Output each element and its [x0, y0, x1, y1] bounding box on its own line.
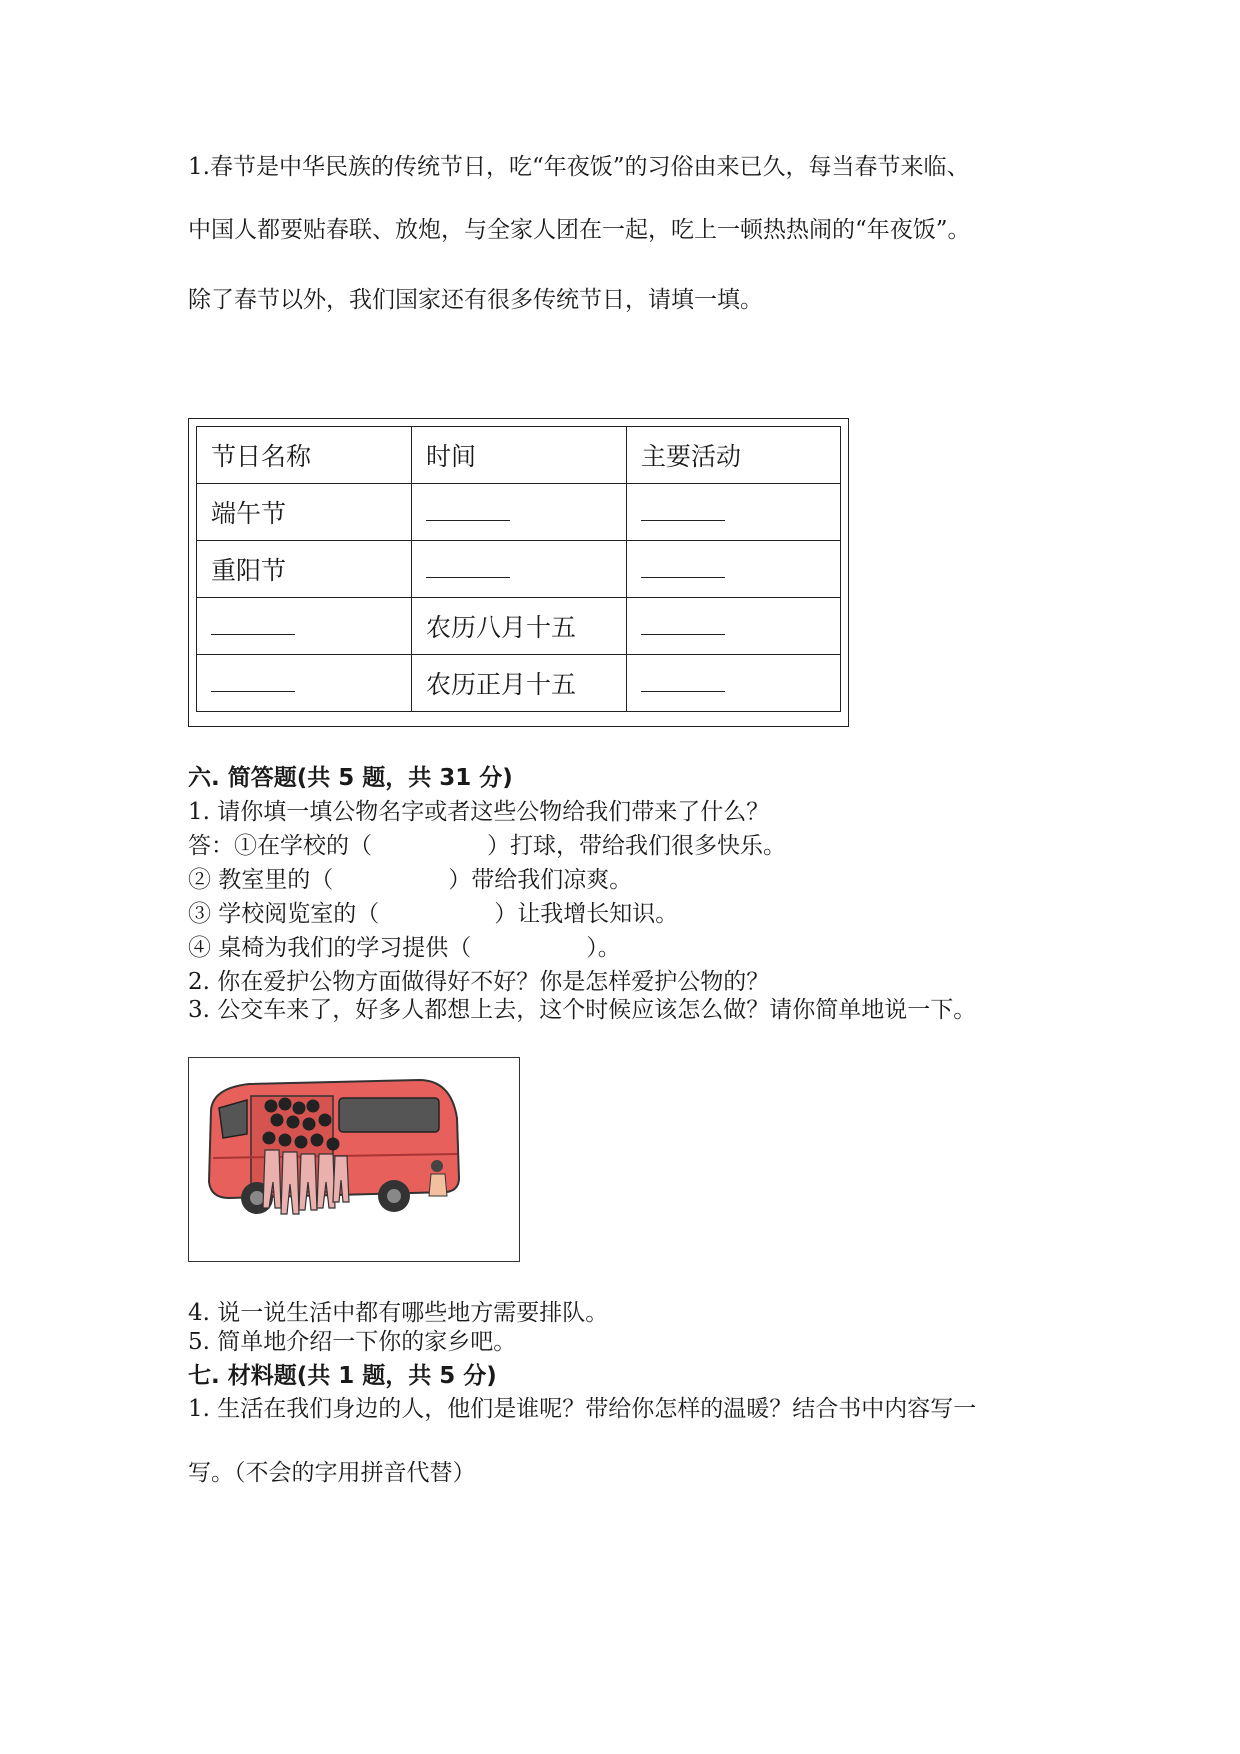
answer-blank[interactable] — [426, 506, 510, 521]
answer-blank[interactable] — [641, 506, 725, 521]
answer-line: ② 教室里的（ ）带给我们凉爽。 — [188, 867, 633, 893]
bus-window — [339, 1098, 439, 1132]
answer-line: ④ 桌椅为我们的学习提供（ ）。 — [188, 935, 621, 961]
crowd-bodies — [263, 1150, 349, 1214]
section-title: 七. 材料题(共 1 题，共 5 分) — [188, 1363, 497, 1389]
table-cell-blank[interactable] — [627, 655, 841, 712]
question-text: 1. 请你填一填公物名字或者这些公物给我们带来了什么？ — [188, 799, 770, 825]
question-text: 4. 说一说生活中都有哪些地方需要排队。 — [188, 1300, 609, 1326]
answer-line: 答：①在学校的（ ）打球，带给我们很多快乐。 — [188, 833, 786, 859]
table-cell-blank[interactable] — [197, 598, 412, 655]
answer-blank[interactable] — [641, 563, 725, 578]
table-cell: 农历正月十五 — [412, 655, 627, 712]
table-header-cell: 时间 — [412, 427, 627, 484]
answer-blank[interactable] — [211, 677, 295, 692]
table-cell-blank[interactable] — [412, 541, 627, 598]
table-cell-blank[interactable] — [412, 484, 627, 541]
table-row — [197, 484, 841, 541]
section-title: 六. 简答题(共 5 题，共 31 分) — [188, 765, 513, 791]
question-text: 3. 公交车来了，好多人都想上去，这个时候应该怎么做？请你简单地说一下。 — [188, 997, 977, 1023]
question-text-line: 中国人都要贴春联、放炮，与全家人团在一起，吃上一顿热热闹的“年夜饭”。 — [188, 217, 971, 243]
table-row — [197, 655, 841, 712]
table-cell: 农历八月十五 — [412, 598, 627, 655]
answer-blank[interactable] — [641, 677, 725, 692]
bus-crowd-illustration — [189, 1058, 519, 1261]
bus-illustration-frame — [188, 1057, 520, 1262]
question-text: 5. 简单地介绍一下你的家乡吧。 — [188, 1329, 517, 1355]
table-cell: 重阳节 — [197, 541, 412, 598]
table-row — [197, 541, 841, 598]
question-text: 2. 你在爱护公物方面做得好不好？你是怎样爱护公物的？ — [188, 969, 770, 995]
answer-line: ③ 学校阅览室的（ ）让我增长知识。 — [188, 901, 679, 927]
table-row — [197, 598, 841, 655]
answer-blank[interactable] — [211, 620, 295, 635]
table-cell-blank[interactable] — [197, 655, 412, 712]
question-text-line: 写。（不会的字用拼音代替） — [188, 1460, 476, 1486]
question-text-line: 1. 生活在我们身边的人，他们是谁呢？带给你怎样的温暖？结合书中内容写一 — [188, 1396, 977, 1422]
festival-table-frame — [188, 418, 849, 727]
question-text-line: 1.春节是中华民族的传统节日，吃“年夜饭”的习俗由来已久，每当春节来临、 — [188, 154, 970, 180]
answer-blank[interactable] — [641, 620, 725, 635]
answer-blank[interactable] — [426, 563, 510, 578]
table-header-cell: 主要活动 — [627, 427, 841, 484]
question-text-line: 除了春节以外，我们国家还有很多传统节日，请填一填。 — [188, 287, 763, 313]
table-header-row — [197, 427, 841, 484]
table-cell-blank[interactable] — [627, 598, 841, 655]
table-cell: 端午节 — [197, 484, 412, 541]
festival-table — [196, 426, 841, 712]
table-cell-blank[interactable] — [627, 484, 841, 541]
table-header-cell: 节日名称 — [197, 427, 412, 484]
table-cell-blank[interactable] — [627, 541, 841, 598]
